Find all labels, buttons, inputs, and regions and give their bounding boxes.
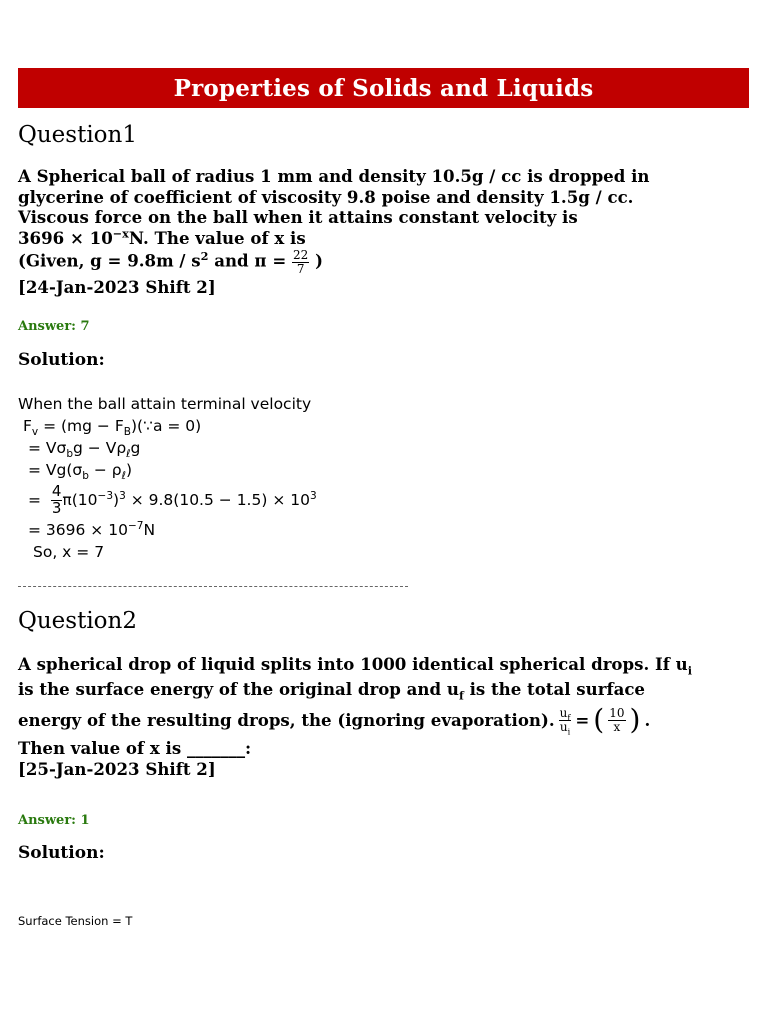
q1-line-2: glycerine of coefficient of viscosity 9.8 poise and density 1.5g / cc. [18, 186, 634, 207]
q1-pi-fraction [292, 249, 309, 275]
q1-sol-eq-5: = $3696 \times 10^{-7}N$ [28, 519, 156, 539]
q2-line-1 [18, 652, 753, 676]
q2-ratio-den: u [559, 719, 568, 734]
q1-line-4 [18, 225, 753, 249]
q1-line-1: A Spherical ball of radius 1 mm and density 10.5g / cc is dropped in [18, 166, 650, 186]
q2-paren-fraction [608, 707, 625, 733]
q1-given: (Given, g = 9.8m / s [18, 250, 201, 271]
page-banner [18, 68, 749, 108]
q1-given-close: ) [309, 250, 323, 271]
q1-line-4-rest: N. The value of x is [128, 227, 306, 248]
q2-ratio-den-sub: i [567, 725, 571, 736]
q1-sol-eq-6: So, x = 7 [33, 543, 105, 561]
q2-equals: = [575, 709, 590, 730]
section-divider [18, 586, 408, 587]
q2-line-1-text: A spherical drop of liquid splits into 1000 identical spherical drops. If u [18, 654, 688, 674]
q1-reference: [24-Jan-2023 Shift 2] [18, 277, 216, 298]
q1-solution [18, 393, 518, 563]
q1-line-3: Viscous force on the ball when it attains constant velocity is [18, 207, 578, 227]
q1-sol-eq-4: = $\frac{4}{3}$ $\pi(10^{-3})^3 \times 9.8(10.5 - 1.5) \times 10^3$ [28, 481, 317, 517]
question-2-text [18, 652, 753, 779]
q2-paren-den: x [613, 719, 621, 734]
q2-right-paren: ) [629, 702, 641, 736]
q1-sol-eq-3: = $Vg(\sigma_b - \rho_\ell)$ [28, 461, 133, 483]
q1-solution-intro: When the ball attain terminal velocity [18, 395, 312, 413]
question-1-text [18, 166, 753, 298]
q1-pi-denominator: 7 [296, 261, 305, 276]
q1-exponent: −x [112, 225, 129, 240]
q2-solution-heading: Solution: [18, 843, 105, 863]
q1-force-value: 3696 × 10 [18, 227, 113, 248]
q2-line-2-text: is the surface energy of the original drop and u [18, 679, 459, 699]
q2-ratio-num: u [559, 705, 568, 720]
q2-solution-line-1: Surface Tension = T [18, 914, 133, 928]
q1-given-pi: and π = [208, 250, 293, 271]
q2-reference: [25-Jan-2023 Shift 2] [18, 758, 216, 779]
q2-line-3 [18, 702, 753, 738]
question-1-title: Question1 [18, 122, 137, 148]
q2-ratio-num-sub: f [567, 712, 571, 723]
q1-sol-eq-1: $F_v = (mg$ − $F_B)(\because a = 0)$ [23, 417, 202, 439]
page-title: Properties of Solids and Liquids [173, 74, 594, 102]
q1-pi-numerator: 22 [293, 248, 309, 262]
q1-given-sup: 2 [200, 249, 209, 264]
q2-ui-sub: i [687, 663, 693, 678]
q2-line-4: Then value of x is _______: [18, 738, 252, 758]
q2-answer: Answer: 1 [18, 813, 90, 828]
q2-energy-ratio [559, 705, 572, 736]
q2-left-paren: ( [593, 702, 605, 736]
q2-uf-sub: f [458, 688, 464, 703]
q2-line-3-text: energy of the resulting drops, the (ignoring evaporation). [18, 709, 555, 730]
q1-line-5 [18, 249, 753, 275]
q1-sol-eq-2: = $V\sigma_bg - V\rho_\ell g$ [28, 439, 141, 461]
q2-line-2-rest: is the total surface [463, 679, 645, 699]
q1-sol-fraction: $\frac{4}{3}$ [51, 481, 62, 517]
question-2-title: Question2 [18, 608, 137, 634]
q2-paren-num: 10 [609, 705, 625, 720]
q2-line-2 [18, 676, 753, 702]
q1-solution-heading: Solution: [18, 350, 105, 370]
q2-period: . [644, 709, 651, 730]
q1-answer: Answer: 7 [18, 319, 90, 334]
